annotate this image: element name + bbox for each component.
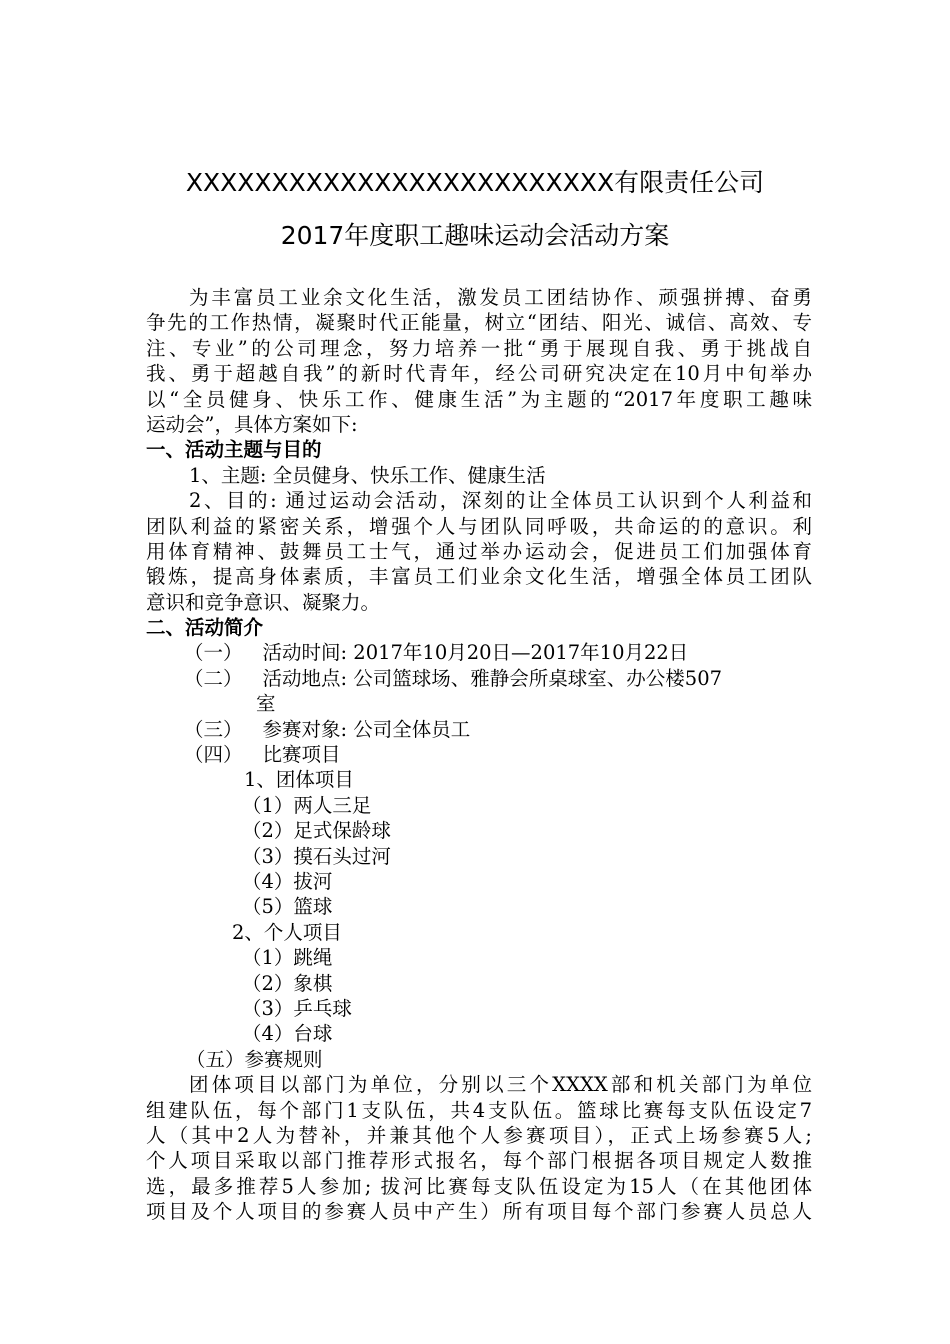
- rules-line: 项目及个人项目的参赛人员中产生）所有项目每个部门参赛人员总人: [146, 1200, 812, 1224]
- item-label: （一）: [184, 641, 243, 665]
- rules-line: 团体项目以部门为单位，分别以三个XXXX部和机关部门为单位: [189, 1073, 812, 1097]
- theme-line: 1、主题: 全员健身、快乐工作、健康生活: [189, 463, 546, 487]
- team-event-item: （3）摸石头过河: [242, 844, 391, 868]
- purpose-line: 意识和竞争意识、凝聚力。: [146, 590, 381, 614]
- team-events-heading: 1、团体项目: [244, 768, 354, 792]
- team-event-item: （5）篮球: [242, 895, 333, 919]
- events-line: [146, 742, 812, 767]
- purpose-line: 团队利益的紧密关系，增强个人与团队同呼吸，共命运的的意识。利: [146, 514, 812, 538]
- intro-line: 以“全员健身、快乐工作、健康生活”为主题的“2017年度职工趣味: [146, 387, 812, 411]
- purpose-line: 锻炼，提高身体素质，丰富员工们业余文化生活，增强全体员工团队: [146, 565, 812, 589]
- item-text: 参赛对象: 公司全体员工: [262, 717, 471, 741]
- document-title-plan: 2017年度职工趣味运动会活动方案: [280, 221, 670, 250]
- purpose-line: 2、目的: 通过运动会活动，深刻的让全体员工认识到个人利益和: [189, 489, 812, 513]
- item-label: （四）: [184, 743, 243, 767]
- individual-event-item: （4）台球: [242, 1022, 333, 1046]
- rules-paragraph: [146, 1072, 812, 1224]
- intro-line: 争先的工作热情，凝聚时代正能量，树立“团结、阳光、诚信、高效、专: [146, 311, 812, 335]
- item-text: 活动时间: 2017年10月20日—2017年10月22日: [262, 641, 689, 665]
- place-line: [146, 666, 812, 691]
- rules-line: 组建队伍，每个部门1支队伍，共4支队伍。篮球比赛每支队伍设定7: [146, 1098, 812, 1122]
- intro-line: 为丰富员工业余文化生活，激发员工团结协作、顽强拼搏、奋勇: [189, 286, 812, 309]
- section-heading: 二、活动简介: [146, 616, 264, 640]
- rules-line: 人（其中2人为替补，并兼其他个人参赛项目），正式上场参赛5人;: [146, 1123, 812, 1147]
- item-text: 活动地点: 公司篮球场、雅静会所桌球室、办公楼507: [262, 666, 723, 690]
- intro-line: 我、勇于超越自我”的新时代青年，经公司研究决定在10月中旬举办: [146, 362, 812, 386]
- section-heading: 一、活动主题与目的: [146, 438, 322, 462]
- purpose-paragraph: [146, 488, 812, 615]
- intro-line: 注、专业”的公司理念，努力培养一批“勇于展现自我、勇于挑战自: [146, 336, 812, 360]
- intro-paragraph: [146, 285, 812, 437]
- rules-heading: （五）参赛规则: [186, 1047, 323, 1071]
- document-title-company: XXXXXXXXXXXXXXXXXXXXXXXXX有限责任公司: [185, 168, 765, 197]
- team-event-item: （1）两人三足: [242, 793, 372, 817]
- purpose-line: 用体育精神、鼓舞员工士气，通过举办运动会，促进员工们加强体育: [146, 539, 812, 563]
- team-event-item: （4）拔河: [242, 869, 333, 893]
- individual-events-heading: 2、个人项目: [232, 920, 342, 944]
- document-body: [146, 285, 812, 1224]
- item-label: （二）: [184, 666, 243, 690]
- rules-line: 选，最多推荐5人参加; 拔河比赛每支队伍设定为15人（在其他团体: [146, 1174, 812, 1198]
- individual-event-item: （2）象棋: [242, 971, 333, 995]
- target-line: [146, 717, 812, 742]
- time-line: [146, 640, 812, 665]
- team-event-item: （2）足式保龄球: [242, 819, 391, 843]
- rules-line: 个人项目采取以部门推荐形式报名，每个部门根据各项目规定人数推: [146, 1149, 812, 1173]
- item-label: （三）: [184, 717, 243, 741]
- item-text: 比赛项目: [262, 743, 341, 767]
- individual-event-item: （3）乒乓球: [242, 996, 352, 1020]
- intro-line: 运动会”，具体方案如下:: [146, 412, 358, 436]
- individual-event-item: （1）跳绳: [242, 946, 333, 970]
- place-line-cont: 室: [256, 692, 276, 716]
